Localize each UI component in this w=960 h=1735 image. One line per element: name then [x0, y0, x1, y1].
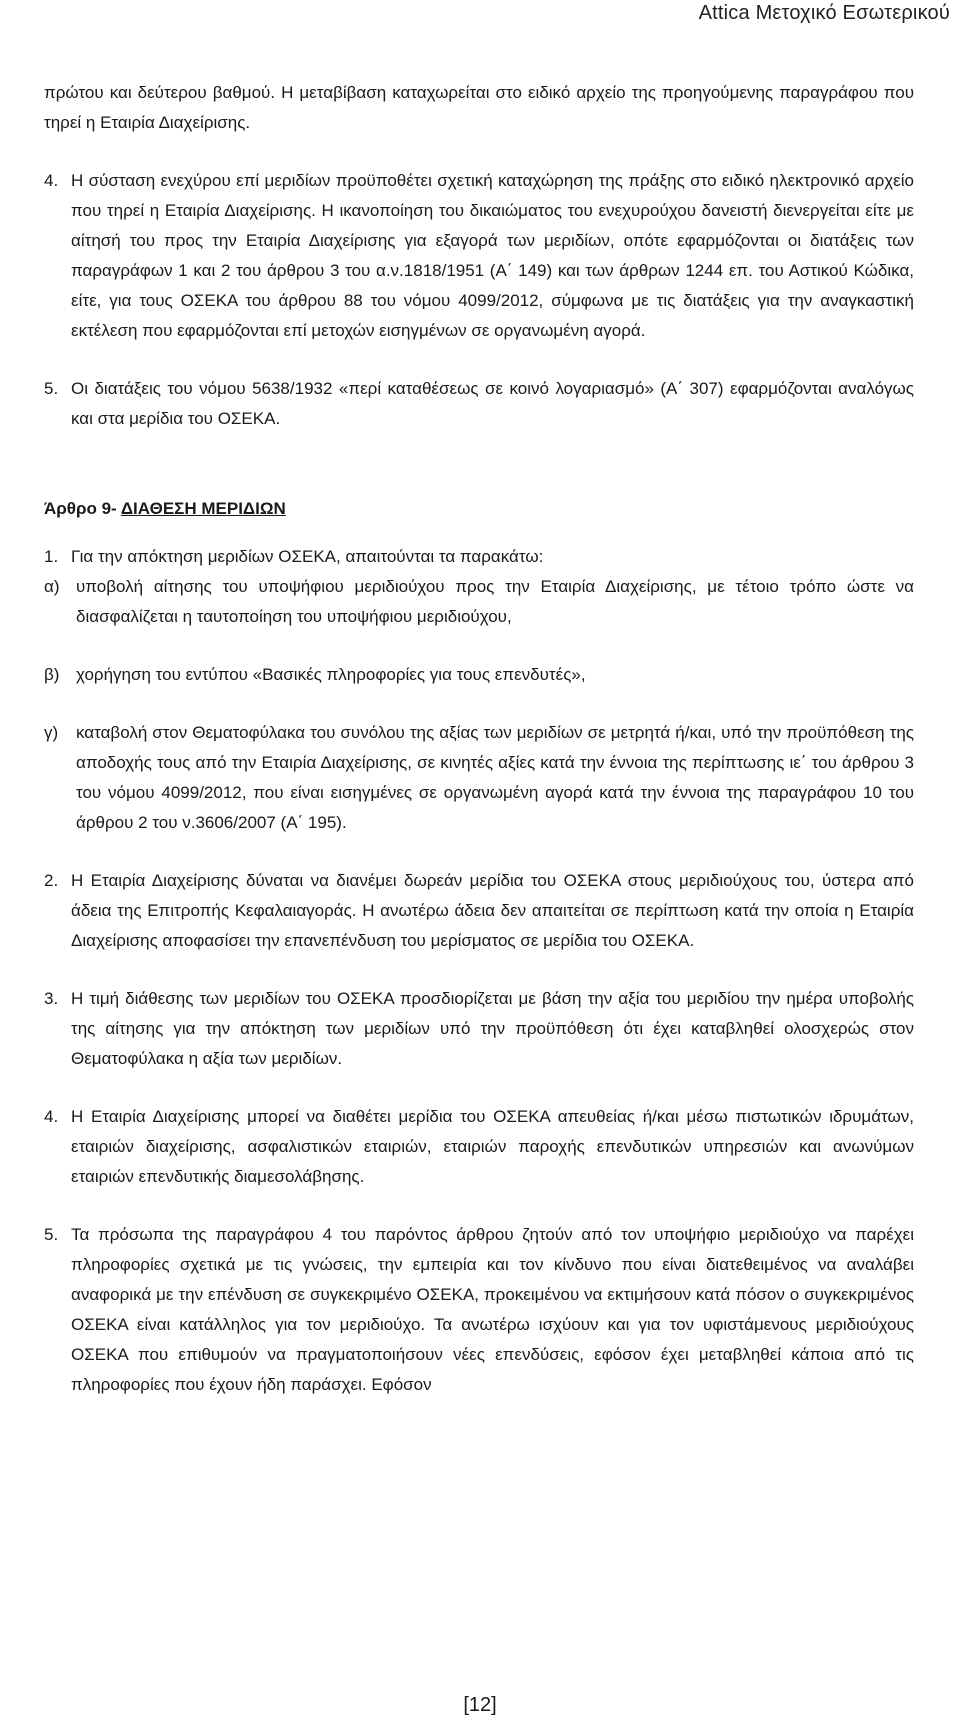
- item-number: 2.: [44, 871, 59, 890]
- sub-item: [44, 572, 914, 632]
- list-item: [44, 542, 914, 572]
- item-text: Η τιμή διάθεσης των μεριδίων του ΟΣΕΚΑ προσδιορίζεται με βάση την αξία του μεριδίου την ημέρα υποβολής της αίτησης για την απόκτηση των μεριδίων υπό την προϋπόθεση ότι έχει καταβληθεί ολοσχερώς στον Θεματοφύλακα η αξία των μεριδίων.: [71, 989, 914, 1068]
- sub-item-text: χορήγηση του εντύπου «Βασικές πληροφορίες για τους επενδυτές»,: [76, 665, 586, 684]
- page-content: [44, 78, 914, 1400]
- article-prefix: Άρθρο 9-: [44, 499, 121, 518]
- item-number: 4.: [44, 171, 59, 190]
- sub-item-label: β): [44, 665, 60, 684]
- item-number: 3.: [44, 989, 59, 1008]
- list-item: [44, 984, 914, 1074]
- item-number: 4.: [44, 1107, 59, 1126]
- list-item: [44, 866, 914, 956]
- sub-item-label: γ): [44, 723, 59, 742]
- sub-item-text: καταβολή στον Θεματοφύλακα του συνόλου της αξίας των μεριδίων σε μετρητά ή/και, υπό την προϋπόθεση της αποδοχής τους από την Εταιρία Διαχείρισης, σε κινητές αξίες κατά την έννοια της περίπτωσης ιε΄ του άρθρου 3 του νόμου 4099/2012, που είναι εισηγμένες σε οργανωμένη αγορά κατά την έννοια της παραγράφου 10 του άρθρου 2 του ν.3606/2007 (Α΄ 195).: [76, 723, 914, 832]
- sub-item: [44, 718, 914, 838]
- item-text: Η σύσταση ενεχύρου επί μεριδίων προϋποθέτει σχετική καταχώρηση της πράξης στο ειδικό ηλεκτρονικό αρχείο που τηρεί η Εταιρία Διαχείρισης. Η ικανοποίηση του δικαιώματος του ενεχυρούχου δανειστή διενεργείται είτε με αίτησή του προς την Εταιρία Διαχείρισης για εξαγορά των μεριδίων, οπότε εφαρμόζονται οι διατάξεις των παραγράφων 1 και 2 του άρθρου 3 του α.ν.1818/1951 (Α΄ 149) και των άρθρων 1244 επ. του Αστικού Κώδικα, είτε, για τους ΟΣΕΚΑ του άρθρου 88 του νόμου 4099/2012, σύμφωνα με τις διατάξεις για την αναγκαστική εκτέλεση που εφαρμόζονται επί μετοχών εισηγμένων σε οργανωμένη αγορά.: [71, 171, 914, 340]
- page-header: Attica Μετοχικό Εσωτερικού: [698, 2, 950, 24]
- item-number: 5.: [44, 379, 59, 398]
- list-item: [44, 1220, 914, 1400]
- article-title: ΔΙΑΘΕΣΗ ΜΕΡΙΔΙΩΝ: [120, 499, 286, 518]
- item-text: Για την απόκτηση μεριδίων ΟΣΕΚΑ, απαιτούνται τα παρακάτω:: [71, 547, 544, 566]
- item-number: 5.: [44, 1225, 59, 1244]
- list-item: [44, 1102, 914, 1192]
- intro-paragraph: πρώτου και δεύτερου βαθμού. Η μεταβίβαση καταχωρείται στο ειδικό αρχείο της προηγούμενης παραγράφου που τηρεί η Εταιρία Διαχείρισης.: [44, 83, 914, 132]
- article-heading: [44, 494, 914, 524]
- list-item: [44, 166, 914, 346]
- list-item: [44, 374, 914, 434]
- item-number: 1.: [44, 547, 59, 566]
- sub-item-text: υποβολή αίτησης του υποψήφιου μεριδιούχου προς την Εταιρία Διαχείρισης, με τέτοιο τρόπο ώστε να διασφαλίζεται η ταυτοποίηση του υποψήφιου μεριδιούχου,: [76, 577, 914, 626]
- item-text: Η Εταιρία Διαχείρισης δύναται να διανέμει δωρεάν μερίδια του ΟΣΕΚΑ στους μεριδιούχους του, ύστερα από άδεια της Επιτροπής Κεφαλαιαγοράς. Η ανωτέρω άδεια δεν απαιτείται σε περίπτωση κατά την οποία η Εταιρία Διαχείρισης αποφασίσει την επανεπένδυση του μερίσματος σε μερίδια του ΟΣΕΚΑ.: [71, 871, 914, 950]
- item-text: Τα πρόσωπα της παραγράφου 4 του παρόντος άρθρου ζητούν από τον υποψήφιο μεριδιούχο να παρέχει πληροφορίες σχετικά με τις γνώσεις, την εμπειρία και τον κίνδυνο που είναι διατεθειμένος να αναλάβει αναφορικά με την επένδυση σε συγκεκριμένο ΟΣΕΚΑ, προκειμένου να εκτιμήσουν κατά πόσον ο συγκεκριμένος ΟΣΕΚΑ είναι κατάλληλος για τον μεριδιούχο. Τα ανωτέρω ισχύουν και για τον υφιστάμενους μεριδιούχους ΟΣΕΚΑ που επιθυμούν να πραγματοποιήσουν νέες επενδύσεις, εφόσον έχει μεταβληθεί κάποια από τις πληροφορίες που έχουν ήδη παράσχει. Εφόσον: [71, 1225, 914, 1394]
- sub-item: [44, 660, 914, 690]
- sub-item-label: α): [44, 577, 60, 596]
- item-text: Η Εταιρία Διαχείρισης μπορεί να διαθέτει μερίδια του ΟΣΕΚΑ απευθείας ή/και μέσω πιστωτικών ιδρυμάτων, εταιριών διαχείρισης, ασφαλιστικών εταιριών, εταιριών παροχής επενδυτικών υπηρεσιών και ανωνύμων εταιριών επενδυτικής διαμεσολάβησης.: [71, 1107, 914, 1186]
- item-text: Οι διατάξεις του νόμου 5638/1932 «περί καταθέσεως σε κοινό λογαριασμό» (Α΄ 307) εφαρμόζονται αναλόγως και στα μερίδια του ΟΣΕΚΑ.: [71, 379, 914, 428]
- page-number: [12]: [463, 1694, 497, 1716]
